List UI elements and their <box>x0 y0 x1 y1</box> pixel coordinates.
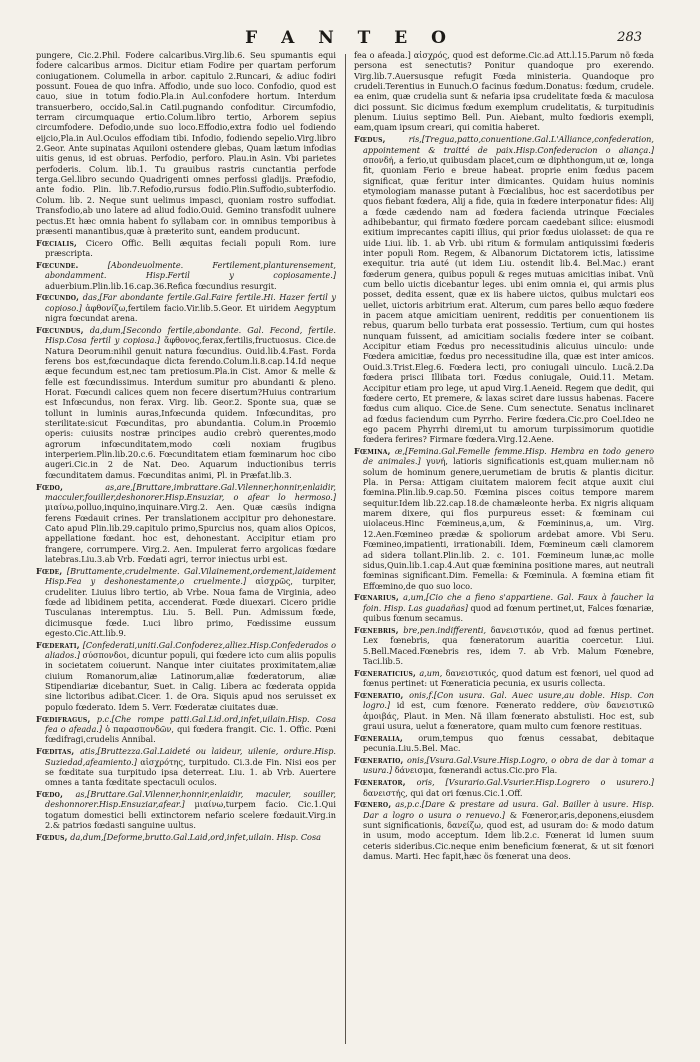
dictionary-entry <box>354 777 654 798</box>
entry-lemma: Fœdus, <box>36 831 68 842</box>
entry-text: ὁ παρασπονδῶν, qui fœdera frangit. Cic. 1. Offic. Pœni fœdifragi,crudelis Annibal. <box>45 724 336 745</box>
entry-lemma: Fœdifragus, <box>36 713 91 724</box>
entry-lemma: Fœnerator, <box>354 777 406 788</box>
continued-entry <box>354 50 654 133</box>
dictionary-entry <box>354 690 654 731</box>
dictionary-entry <box>354 446 654 591</box>
entry-gloss: as,p.c.[Dare & prestare ad usura. Gal. Bailler à usure. Hisp. Dar a logro o usura o renuevo.] <box>363 799 654 820</box>
entry-gloss: æ,[Femina.Gal.Femelle femme.Hisp. Hembra en todo genero de animales.] <box>363 446 654 467</box>
running-head: F A N T E O <box>245 28 455 48</box>
dictionary-entry <box>354 625 654 666</box>
entry-text: δανειστικός, quod datum est fœnori, uel quod ad fœnus pertinet: ut Fœneraticia pecunia, ex usuris collecta. <box>363 667 654 689</box>
dictionary-entry <box>36 260 336 291</box>
entry-text: σπονδή, a ferio,ut quibusdam placet,cum œ diphthongum,ut œ, longa fit, quoniam Ferio e breue habeat. proprie enim fœdus pacem significat, quæ feritur inter dimicantes. Quidam huius nominis etymologiam manasse putant à Fœcialibus, hoc est sacerdotibus per quos fiebant fœdera, Alij a fide, quia in fœdere interponatur fides: Alij a fœde cædendo nam ad fœdera facienda utrinque Fœciales adhibebantur, qui firmato fœdere porcam caedebant silice: eiusmodi exitium imprecantes capiti illius, qui prior fœdus uiolasset: de qua re uide Liui. lib. 1. ab Vrb. ubi ritum & formulam antiquissimi fœderis inter populi Rom. Regem, & Albanorum Dictatorem ictis, latissime exequitur. tria auté (ut idem Liu. ostendit lib.4. Bel.Mac.) erant fœderum genera, quibus populi & reges mutuas amicitias inibat. Vnũ cum bello uictis dicebantur leges. ubi enim omnia ei, qui armis plus posset, dedita essent, quæ ex iis habere uictos, quibus mulctari eos uellet, uictoris arbitrium erat. Alterum, cum pares bello æquo fœdere in pacem atque amicitiam uenirent, redditis per conuentionem iis rebus, quarum bello turbata erat possessio. Tertium, cum qui hostes nunquam fuissent, ad amicitiam socialis fœdere inter se coibant. Accipitur etiam Fœdus pro necessitudinis alicuius uinculo: unde Fœdera amicitiæ, fœdus pro necessitudine illa, quæ est inter amicos. Ouid.3.Trist.Eleg.6. Fœdera lecti, pro coniugali uinculo. Lucã.2.Da fœdera prisci Illibata tori. Fœdus coniugale, Ouid.11. Metam. Accipitur etiam pro lege, ut apud Virg.1.Aeneid. Regem que dedit, qui fœdere certo, Et premere, & laxas sciret dare iussus habenas. Facere fœdus cum aliquo. Cice.de Sene. Cum senectute. Senatus inclinaret ad fœdus faciendum cum Pyrrho. Ferire fœdera.Cic.pro Coel.Ideo ne ego pacem Phyrrhi diremi,ut tu amorum turpissimorum quotidie fœdera ferires? Firmare fœdera.Virg.12.Aene. <box>363 154 654 445</box>
entry-lemma: Fœneratio, <box>354 689 404 700</box>
dictionary-entry <box>36 566 336 638</box>
dictionary-entry <box>354 668 654 689</box>
entry-text: quod ad fœnum pertinet,ut, Falces fœnariæ, quibus fœnum secamus. <box>363 602 654 624</box>
entry-text: μιαίνω,turpem facio. Cic.1.Qui togatum domestici belli extinctorem nefario scelere fœdauit.Virg.in 2.& patrios fœdasti sanguine uultus. <box>45 799 336 831</box>
entry-lemma: Fœdus, <box>354 134 386 145</box>
column-divider <box>345 54 346 1044</box>
entry-text: id est, cum fœnore. Fœnerato reddere, σὺν δανειστικῶ ἀμοιβάς, Plaut. in Men. Nã illam fœnerato abstulisti. Hoc est, sub graui usura, uelut a fœneratore, quam multo cum fœnore restituas. <box>363 700 654 731</box>
entry-gloss: ris,[Tregua,patto,conuentione.Gal.L'Alliance,confederation, appointement & traitté de paix.Hisp.Confederacion o aliança.] <box>363 134 654 155</box>
dictionary-entry <box>354 755 654 776</box>
entry-gloss: das,[Far abondante fertile.Gal.Faire fertile.Hi. Hazer fertil y copioso.] <box>45 292 336 313</box>
entry-lemma: Fœmina, <box>354 446 391 457</box>
text-columns <box>36 50 664 1046</box>
entry-gloss: as,are,[Bruttare,imbrattare.Gal.Vilenner,honnir,enlaidir, macculer,fouiller,deshonorer.Hisp.Ensuziar, o afear lo hermoso.] <box>45 481 336 502</box>
entry-text: Cicero Offic. Belli æquitas feciali populi Rom. iure præscripta. <box>45 237 336 259</box>
entry-lemma: Fœdo, <box>36 789 64 800</box>
entry-gloss: as,[Bruttare.Gal.Vilenner,honnir,enlaidir, maculer, souiller, deshonnorer.Hisp.Ensuziar,afear.] <box>45 789 336 810</box>
entry-gloss: onis,[Vsura.Gal.Vsure.Hisp.Logro, o obra de dar à tomar a usura.] <box>363 755 654 776</box>
entry-lemma: Fœditas, <box>36 746 75 757</box>
page-header <box>0 28 700 52</box>
entry-gloss: oris, [Vsurario.Gal.Vsurier.Hisp.Logrero o usurero.] <box>416 777 654 788</box>
dictionary-entry <box>36 832 336 842</box>
entry-lemma: Fœnero, <box>354 799 392 810</box>
dictionary-entry <box>36 714 336 745</box>
entry-text: orum,tempus quo fœnus cessabat, debitaque pecunia.Liu.5.Bel. Mac. <box>363 732 654 754</box>
entry-lemma: Fœnarius, <box>354 592 399 603</box>
entry-text: aduerbium.Plin.lib.16.cap.36.Refica fœcundius resurgit. <box>45 280 277 291</box>
entry-lemma: Fœnebris, <box>354 624 399 635</box>
entry-gloss: onis,f.[Con usura. Gal. Auec usure,au doble. Hisp. Con logro.] <box>363 689 654 711</box>
dictionary-entry <box>36 292 336 323</box>
dictionary-entry <box>36 746 336 787</box>
dictionary-entry <box>36 789 336 830</box>
left-column <box>36 50 336 1046</box>
entry-text: αἰσχρῶς, turpiter, crudeliter. Liuius libro tertio, ab Vrbe. Noua fama de Virginia, adeo fœde ad libidinem petita, accenderat. Fœde diuexari. Cicero pridie Tusculanas interemptus. Liu. 5. Bell. Pun. Admissum fœde, dicimusque fœde. Luci libro primo, Fœdissime eussum egesto.Cic.Att.lib.9. <box>45 576 336 638</box>
entry-text: δανειστικόν, quod ad fœnus pertinet. Lex fœnebris, qua fœneratorum auaritia coercetur. Liui. 5.Bell.Maced.Fœnebris res, idem 7. ab Vrb. Malum Fœnebre, Taci.lib.5. <box>363 624 654 666</box>
entry-gloss: da,dum,[Secondo fertile,abondante. Gal. Fecond, fertile. Hisp.Cosa fertil y copiosa.] <box>45 324 336 346</box>
entry-lemma: Fœneratio, <box>354 755 404 766</box>
entry-text: & Fœneror,aris,deponens,eiusdem sunt significationis, δανείζω, quod est, ad usuram do: & modo datum in usum, modo acceptum. Idem lib.2.c. Fœnerat id lumen suum ceteris sideribus.Cic.neque enim beneficium fœnerat, & ut sit fœnori damus. Marti. Hec fapit,hæc ös fœnerat una deos. <box>363 809 654 862</box>
entry-gloss: a,um, <box>419 667 443 678</box>
entry-lemma: Fœdo, <box>36 481 64 492</box>
entry-gloss: p.c.[Che rompe patti.Gal.Lid.ord,infet,uilain.Hisp. Cosa fea o afeada.] <box>45 713 336 734</box>
entry-text: αἰσχρότης, turpitudo. Ci.3.de Fin. Nisi eos per se fœditate sua turpitudo ipsa deterreat. Liu. 1. ab Vrb. Auertere omnes a tanta fœditate spectaculi oculos. <box>45 756 336 788</box>
entry-gloss: [Confederati,uniti.Gal.Confoderez,alliez.Hisp.Confederados o aliados.] <box>45 639 336 661</box>
entry-gloss: a,um,[Cio che a fieno s'appartiene. Gal. Faux à faucher la foin. Hisp. Las guadañas] <box>363 592 654 613</box>
page-number: 283 <box>617 30 642 45</box>
dictionary-entry <box>36 325 336 480</box>
entry-lemma: Fœcunde. <box>36 259 79 270</box>
entry-text: μιαίνω,polluo,inquino,inquinare.Virg.2. Aen. Quæ cæsüs indigna ferens Fœdauit crines. Per translationem accipitur pro dehonestare. Cato apud Plin.lib.29.capitulo primo,Spurcius nos, quam alios Opicos, appellatione fœdant. hoc est, dehonestant. Accipitur etiam pro frangere, corrumpere. Virg.2. Aen. Impulerat ferro argolicas fœdare latebras.Liu.3.ab Vrb. Fœdati agri, terror iniectus urbi est. <box>45 502 336 564</box>
entry-gloss: atis,[Bruttezza.Gal.Laideté ou laideur, uilenie, ordure.Hisp. Suziedad,afeamiento.] <box>45 746 336 767</box>
entry-text: δανειστής, qui dat ori fœnus.Cic.1.Off. <box>363 787 523 798</box>
right-column <box>354 50 654 1046</box>
entry-gloss: [Abondeuolmente. Fertilement,planturensement, abondamment. Hisp.Fertil y copiosamente.] <box>45 259 336 281</box>
dictionary-entry <box>354 799 654 861</box>
entry-gloss: da,dum,[Deforme,brutto.Gal.Laid,ord,infet,uilain. Hisp. Cosa <box>70 831 321 842</box>
dictionary-entry <box>354 134 654 444</box>
entry-text: δάνεισμα, fœnerandi actus.Cic.pro Fla. <box>394 765 558 776</box>
entry-lemma: Fœneraticius, <box>354 667 417 678</box>
dictionary-entry <box>354 592 654 623</box>
entry-text: pungere, Cic.2.Phil. Fodere calcaribus.Virg.lib.6. Seu spumantis equi fodere calcaribus armos. Dicitur etiam Fodire per quartam perforum coniugationem. Columella in arbor. capitulo 2.Runcari, & adiuc fodiri possunt. Fouea de quo infra. Affodio, unde suo loco. Confodio, quod est cauo, siue in totum fodio.Pla.in Aul.confodere hortum. Interdum transuerbero, occido,Sal.in Catil.pugnando confoditur. Circumfodio, terram circumquaque ertio.Colum.libro tertio, Arborem sepius circumfodere. Defodio,unde suo loco.Effodio,extra fodio uel fodiendo eijcio,Pla.in Aul.Oculos effodiam tibi. Infodio, fodiendo sepelio.Virg.libro 2.Geor. Ante supinatas Aquiloni ostendere glebas, Quam lætum infodias uitis genus, id est obruas. Perfodio, perforo. Plau.in Asin. Vbi parietes perfoderis. Colum. lib.1. Tu grauibus rastris cunctantia perfode terga.Gel.libro secundo Quadrigenti omnes perfossi gladijs. Præfodio, ante fodio. Plin. lib.7.Refodio,rursus fodio.Plin.Suffodio,subterfodio. Colum. lib. 2. Neque sunt uelimus impasci, quoniam rostro suffodiat. Transfodio,ab uno latere ad aliud fodio.Ouid. Gemino transfodit uulnere pectus.Et hæc omnia habent fo syllabam cor. in omnibus temporibus à præsenti manantibus,quæ à præterito sunt, eandem producunt. <box>36 50 336 236</box>
entry-lemma: Fœneralia, <box>354 732 404 743</box>
dictionary-entry <box>36 640 336 712</box>
entry-lemma: Fœderati, <box>36 639 80 650</box>
entry-lemma: Fœcundo, <box>36 292 80 303</box>
dictionary-entry <box>36 238 336 259</box>
entry-text: γυνή, latioris significationis est,quam mulier.nam nõ solum de hominum genere,uerumetiam de brutis & plantis dicitur. Pla. in Persa: Attigam ciuitatem maiorem fecit atque auxit ciui fœmina.Plin.lib.9.cap.50. Fœmina pisces coitus tempore marem sequitur.Idem lib.22.cap.18.de chamæleonte herba. Ex nigris aliquam marem dixere, qui flos purpureus esset: & fœminam cui uiolaceus.Hinc Fœmineus,a,um, & Fœmininus,a, um. Virg. 12.Aen.Fœmineo prædæ & spoliorum ardebat amore. Vbi Seru. Fœmineo,impatienti, irrationabili. Idem, Fœmineum cæli clamorem ad sidera tollant.Plin.lib. 2. c. 101. Fœmineum lunæ,ac molle sidus,Quin.lib.1.cap.4.Aut quæ fœminina positione mares, aut neutrali fœminas significant.Dim. Femella: & Fœminula. A fœmina etiam fit Effœmino,de quo suo loco. <box>363 456 654 591</box>
entry-text: fea o afeada.] αἰσχρός, quod est deforme.Cic.ad Att.l.15.Parum nõ fœda persona est senectutis? Ponitur quandoque pro exerendo. Virg.lib.7.Auersusque refugit Fœda ministeria. Quandoque pro crudeli.Terentius in Eunuch.O facinus fœdum.Donatus: fœdum, crudele. ea enim, quæ crudelia sunt & nefaria ipsa crudelitate fœda & maculosa dici possunt. Sic dicimus fœdum exemplum crudelitatis, & turpitudinis plenum. Liuius septimo Bell. Pun. Aiebant, multo fœdioris exempli, eam,quam ipsum creari, qui comitia haberet. <box>354 50 654 133</box>
entry-lemma: Fœde, <box>36 565 63 576</box>
entry-lemma: Fœcundus, <box>36 324 84 335</box>
entry-gloss: [Bruttamente,crudelmente. Gal.Vilainement,ordement,laidement Hisp.Fea y deshonestamente,o cruelmente.] <box>45 565 336 587</box>
dictionary-entry <box>354 733 654 754</box>
entry-text: ἀφθονίζω,fertilem facio.Vir.lib.5.Geor. Et uiridem Aegyptum nigra fœcundat arena. <box>45 302 336 324</box>
entry-text: σύσπονδοι, dicuntur populi, qui fœdere icto cum aliis populis in societatem coiuerunt. Nanque inter ciuitates proximitatem,aliæ ciuium Romanorum,aliæ Latinorum,aliæ fœderatorum, aliæ Stipendiariæ dicebantur, Suet. in Calig. Libera ac fœderata oppida sine lictoribus adibat.Cicer. 1. de Ora. Siquis apud nos seruisset ex populo fœderato. Idem 5. Verr. Fœderatæ ciuitates duæ. <box>45 650 336 712</box>
entry-gloss: bre,pen.indifferenti, <box>403 624 487 635</box>
entry-text: ἄφθονος,ferax,fertilis,fructuosus. Cice.de Natura Deorum:nihil genuit natura fœcundius. Ouid.lib.4.Fast. Forda ferens bos est,fœcundaque dicta ferendo.Colum.li.8.cap.14.Id neque æque fecundum est,nec tam pretiosum.Pla.in Cist. Amor & melle & felle est fœcundissimus. Interdum sumitur pro abundanti & pleno. Horat. Fœcundi calices quem non fecere disertum?Huius contrarium est Infœcundus, non ferax. Virg. lib. Geor.2. Sponte sua, quæ se tollunt in luminis auras,Infœcunda quidem. Infœcunditas, pro sterilitate:sicut Fœcunditas, pro abundantia. Colum.in Proœmio operis: cuiusits nostræ principes audio crebrò querentes,modo agrorum infœcunditatem,modo cœli noxiam frugibus interperiem.Plin.lib.20.c.6. Fœcunditatem etiam fœminarum hoc cibo augeri.Cic.in 2 de Nat. Deo. Aquarum inductionibus terris fœcunditatem damus. Fœcunditas animi, Pl. in Præfat.lib.3. <box>45 335 336 480</box>
continued-entry <box>36 50 336 236</box>
entry-lemma: Fœcialis, <box>36 237 78 248</box>
dictionary-entry <box>36 482 336 565</box>
